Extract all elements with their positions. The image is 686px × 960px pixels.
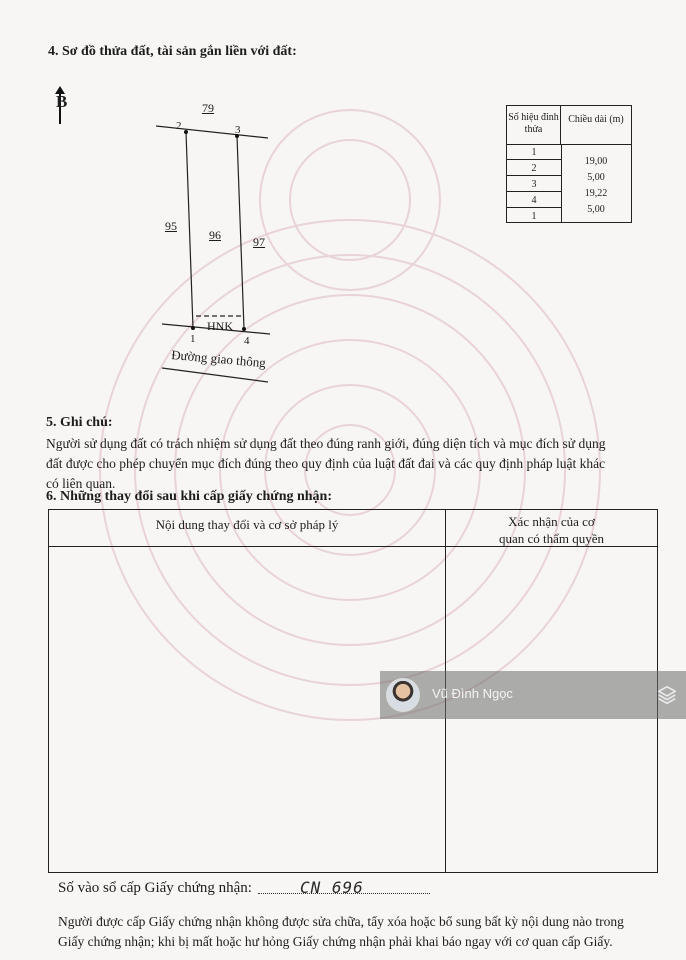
vertex-4-dot [242, 327, 246, 331]
changes-col-content-header: Nội dung thay đổi và cơ sở pháp lý [155, 517, 339, 532]
center-parcel-label: 96 [209, 228, 221, 242]
section4-heading: 4. Sơ đồ thửa đất, tài sản gắn liền với đất: [48, 44, 297, 59]
note-line: Người sử dụng đất có trách nhiệm sử dụng đất theo đúng ranh giới, đúng diện tích và mục đích sử dụng [46, 436, 606, 451]
length-value: 19,22 [584, 188, 608, 199]
vertex-table-header-length: Chiều dài (m) [568, 114, 624, 125]
vertex-row: 3 [507, 177, 561, 192]
section5-heading: 5. Ghi chú: [46, 415, 113, 430]
user-avatar[interactable] [386, 678, 420, 712]
vertex-label-4: 4 [244, 335, 250, 347]
changes-col-confirm-header [446, 513, 657, 547]
registry-number: CN 696 [300, 878, 364, 897]
vertex-table-header-vertex: Số hiệu đỉnh thửa [507, 106, 561, 144]
section6-heading: 6. Những thay đổi sau khi cấp giấy chứng nhận: [46, 489, 333, 504]
vertex-row: 1 [531, 211, 537, 222]
layers-icon[interactable] [656, 684, 678, 706]
vertex-label-1: 1 [190, 333, 196, 345]
user-name[interactable]: Vũ Đình Ngọc [432, 686, 513, 701]
vertex-row: 4 [507, 193, 561, 208]
footer-line: Người được cấp Giấy chứng nhận không được sửa chữa, tẩy xóa hoặc bổ sung bất kỳ nội dung nào trong [58, 914, 624, 929]
vertex-2-dot [184, 130, 188, 134]
confirm-header-line2: quan có thẩm quyền [498, 531, 605, 546]
note-paragraph [46, 434, 646, 494]
right-neighbor-label: 97 [253, 235, 265, 249]
vertex-table [506, 105, 632, 223]
vertex-label-2: 2 [176, 120, 182, 132]
length-value: 5,00 [587, 204, 605, 215]
note-line: có liên quan. [46, 476, 116, 491]
length-value: 5,00 [587, 172, 605, 183]
registry-label: Số vào sổ cấp Giấy chứng nhận: [58, 880, 252, 896]
vertex-row: 1 [507, 145, 561, 160]
north-symbol: B [56, 92, 68, 111]
land-type-label: HNK [207, 319, 233, 333]
footer-notice [58, 912, 678, 952]
left-neighbor-label: 95 [165, 219, 177, 233]
footer-line: Giấy chứng nhận; khi bị mất hoặc hư hỏng Giấy chứng nhận phải khai báo ngay với cơ quan cấp Giấy. [58, 934, 613, 949]
top-neighbor-label: 79 [202, 101, 214, 115]
length-value: 19,00 [584, 156, 608, 167]
vertex-label-3: 3 [235, 124, 241, 136]
confirm-header-line1: Xác nhận của cơ [508, 514, 595, 529]
user-overlay-badge[interactable] [380, 671, 686, 719]
road-label: Đường giao thông [170, 347, 267, 371]
vertex-row: 2 [507, 161, 561, 176]
vertex-1-dot [191, 326, 195, 330]
note-line: đất được cho phép chuyển mục đích đúng theo quy định của luật đất đai và các quy định pháp luật khác [46, 456, 606, 471]
